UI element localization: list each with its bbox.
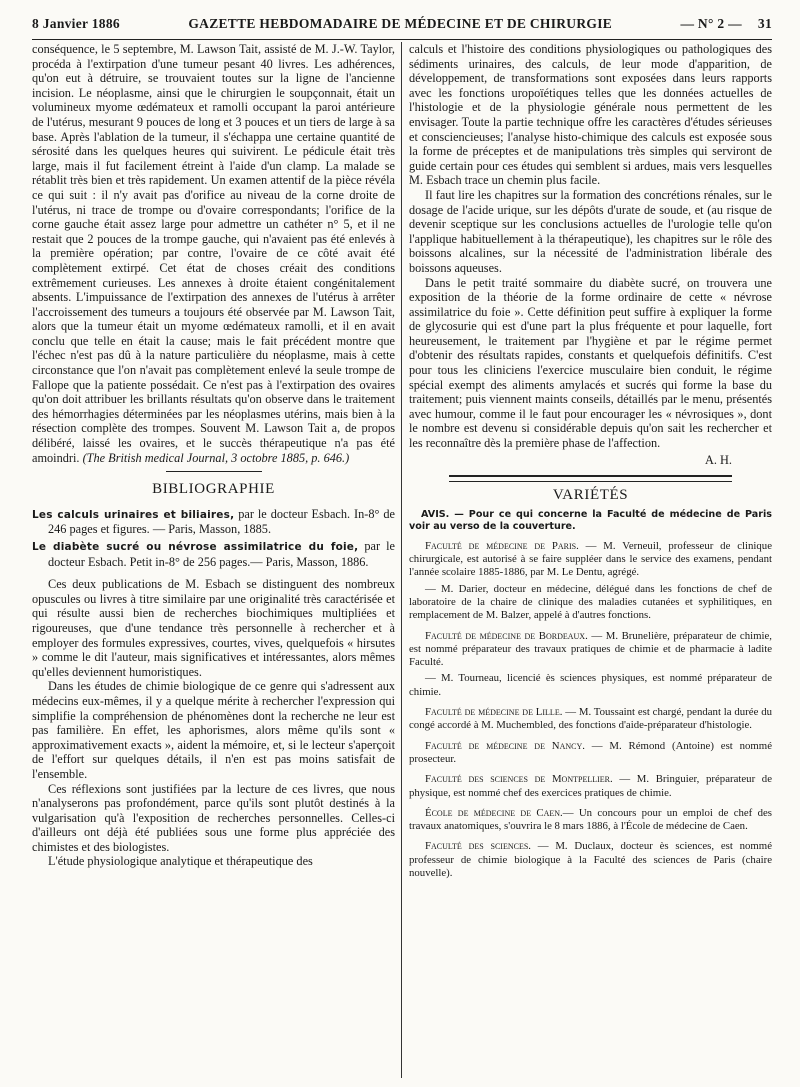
right-column xyxy=(402,42,772,1078)
news-item: École de médecine de Caen.— Un concours pour un emploi de chef des travaux anatomiques, s'ouvrira le 8 mars 1886, à l'École de médecine de Caen. xyxy=(409,806,772,833)
news-item: Faculté de médecine de Lille. — M. Toussaint est chargé, pendant la durée du congé accordé à M. Muchembled, des fonctions d'aide-préparateur d'histologie. xyxy=(409,706,772,732)
article-continuation: conséquence, le 5 septembre, M. Lawson Tait, assisté de M. J.-W. Taylor, procéda à l'extirpation d'une tumeur pesant 40 livres. Les adhérences, qu'on eut à détruire, se trouvaient toutes sur la ligne de l'ancienne incision. Le néoplasme, ainsi que le chirurgien le soupçonnait, était un volumineux myome œdémateux et ramolli occupant la paroi antérieure de l'utérus, mesurant 9 pouces de long et 3 pouces et un tiers de large à sa base. Après l'ablation de la tumeur, il s'échappa une certaine quantité de sérosité dans les quelques heures qui suivirent. Le pédicule était très large, mais il fut facilement étreint à l'aide d'un clamp. La malade se rétablit très bien et très rapidement. Un examen attentif de la pièce révéla ce qui suit : il n'y avait pas d'orifice au niveau de la corne droite de l'utérus, ni trace de trompe ou d'ovaire correspondants; l'orifice de la corne gauche était assez large pour admettre un cathéter n° 5, et il ne restait que 2 pouces de la trompe gauche, qui n'avaient pas été enlevés à la première opération; par contre, l'ovaire de ce côté avait été complètement extirpé. Cet état de choses créait des conditions extrêmement curieuses. Les annexes à droite étaient congénitalement absents. L'impuissance de l'extirpation des annexes de l'utérus à arrêter l'accroissement des tumeurs a toujours été observée par M. Lawson Tait, alors que la tumeur était un myome œdémateux ramolli, et il en avait conclu que telle en était la cause; mais le fait précédent montre que l'échec n'est pas dû à la nature particulière du néoplasme, mais à cette circonstance que l'on n'avait pas complètement enlevé la seule trompe de Fallope que la patiente possédait. Ce n'est pas à l'extirpation des ovaires qu'on doit attribuer les brillants résultats qu'on observe dans le traitement des hémorrhagies déterminées par les néoplasmes utérins, mais bien à la résection complète des trompes. Souvent M. Lawson Tait a, de propos délibéré, laissé les ovaires, et le succès thérapeutique n'a pas été amoindri. (The British medical Journal, 3 octobre 1885, p. 646.) xyxy=(32,42,395,465)
paragraph: Dans le petit traité sommaire du diabète sucré, on trouvera une exposition de la théorie de la forme ordinaire de cette « névrose assimilatrice du foie ». Cette définition peut suffire à expliquer la forme de glycosurie qui est d'une part la plus fréquente et pour laquelle, fort heureusement, le traitement par l'hygiène et par le régime permet d'obtenir des résultats rapides, constants et quelquefois définitifs. C'est pour tous les cliniciens l'exercice musculaire bien conduit, le régime spécial exempt des aliments amylacés et sucrés qui forme la base du traitement; puis viennent maints conseils, détaillés par le menu, présentés avec humour, comme il le faut pour encourager les « névrosiques », dont le nombre est devenu si considérable depuis qu'on sait les rechercher et les reconnaître dès la première phase de l'affection. xyxy=(409,275,772,451)
bib-entry-2: Le diabète sucré ou névrose assimilatrice du foie, par le docteur Esbach. Petit in-8° de 256 pages.— Paris, Masson, 1886. xyxy=(32,539,395,569)
journal-page xyxy=(32,12,772,1080)
news-item: Faculté de médecine de Bordeaux. — M. Brunelière, préparateur de chimie, est nommé préparateur des travaux pratiques de chimie et de pharmacie à ladite Faculté. xyxy=(409,629,772,669)
left-column xyxy=(32,42,401,1078)
paragraph: Il faut lire les chapitres sur la formation des concrétions rénales, sur le dosage de l'acide urique, sur les dépôts d'urate de soude, et (au risque de devenir sceptique sur les conclusions actuelles de l'urologie telle qu'on l'applique habituellement à la thérapeutique), les chapitres sur le rôle des boissons alcalines, sur la nécessité de l'administration libérale des boissons aqueuses. xyxy=(409,187,772,275)
news-item: Faculté de médecine de Nancy. — M. Rémond (Antoine) est nommé prosecteur. xyxy=(409,739,772,765)
header-page-number: 31 xyxy=(757,16,772,31)
section-rule xyxy=(166,471,262,472)
news-item: — M. Tourneau, licencié ès sciences physiques, est nommé préparateur de chimie. xyxy=(409,672,772,698)
header-date: 8 Janvier 1886 xyxy=(32,16,120,31)
paragraph: calculs et l'histoire des conditions physiologiques ou pathologiques des sédiments urinaires, des calculs, de leur mode d'apparition, de développement, de transformations sont exposées dans leurs rapports avec les fonctions uropoïétiques telles que les données actuelles de l'histologie et de la physiologie générale nous permettent de les envisager. Toute la partie technique offre les caractères d'études sérieuses et consciencieuses; l'analyse histo-chimique des calculs est exposée sous la forme de préceptes et de manipulations très simples qui serviront de guide certain pour ces études qui semblent si ardues, mais vers lesquelles M. Esbach trace un chemin plus facile. xyxy=(409,42,772,188)
news-item: Faculté des sciences de Montpellier. — M. Bringuier, préparateur de physique, est nommé chef des exercices pratiques de chimie. xyxy=(409,773,772,799)
news-items xyxy=(409,540,772,881)
section-title-bibliographie: BIBLIOGRAPHIE xyxy=(152,481,275,498)
citation: (The British medical Journal, 3 octobre 1885, p. 646.) xyxy=(82,450,350,465)
running-header xyxy=(32,12,772,40)
news-item: Faculté de médecine de Paris. — M. Verneuil, professeur de clinique chirurgicale, est autorisé à se faire suppléer dans le service des examens, pendant l'année scolaire 1885-1886, par M. Le Dentu, agrégé. xyxy=(409,539,772,579)
header-title: GAZETTE HEBDOMADAIRE DE MÉDECINE ET DE CHIRURGIE xyxy=(188,16,613,31)
section-rule xyxy=(449,475,732,477)
paragraph: Dans les études de chimie biologique de ce genre qui s'adressent aux médecins eux-mêmes, il y a quelque mérite à rechercher l'expression qui simplifie la compréhension de phénomènes dont la recherche ne leur est pas familière. En effet, les aphorismes, alors même qu'ils sont « approximativement exacts », aident la mémoire, et, si le lecteur s'aperçoit de l'effort sur quelques détails, il n'en est pas moins satisfait de l'ensemble. xyxy=(32,679,395,781)
section-rule xyxy=(449,481,732,482)
paragraph: L'étude physiologique analytique et thérapeutique des xyxy=(48,854,313,869)
paragraph: Ces réflexions sont justifiées par la lecture de ces livres, que nous n'analyserons pas profondément, parce qu'ils sont plutôt destinés à la vulgarisation qu'à l'exposition de recherches personnelles. Celles-ci d'ailleurs ont déjà été publiées sous une forme plus appréciée des chimistes et des biologistes. xyxy=(32,781,395,854)
paragraph: Ces deux publications de M. Esbach se distinguent des nombreux opuscules ou livres à titre similaire par une originalité très caractérisée et qui résulte aussi bien de recherches biochimiques multipliées et rigoureuses, que d'une tendance très personnelle à rechercher et à employer des formules expressives, courtes, vives, quelquefois « hirsutes » comme le dit l'auteur, mais significatives et intéressantes, alors mêmes qu'elles deviennent humoristiques. xyxy=(32,577,395,679)
news-item: Faculté des sciences. — M. Duclaux, docteur ès sciences, est nommé professeur de chimie biologique à la Faculté des sciences de Paris (chaire nouvelle). xyxy=(409,840,772,880)
header-issue: — N° 2 — xyxy=(680,16,742,31)
signature: A. H. xyxy=(705,452,732,467)
section-title-varietes: VARIÉTÉS xyxy=(552,487,629,504)
notice-avis: AVIS. — Pour ce qui concerne la Faculté de médecine de Paris voir au verso de la couverture. xyxy=(409,508,772,532)
bib-entry-1: Les calculs urinaires et biliaires, par le docteur Esbach. In-8° de 246 pages et figures. — Paris, Masson, 1885. xyxy=(32,506,396,537)
news-item: — M. Darier, docteur en médecine, délégué dans les fonctions de chef de laboratoire de la chaire de clinique des maladies cutanées et syphilitiques, en remplacement de M. Balzer, appelé à d'autres fonctions. xyxy=(409,582,772,622)
